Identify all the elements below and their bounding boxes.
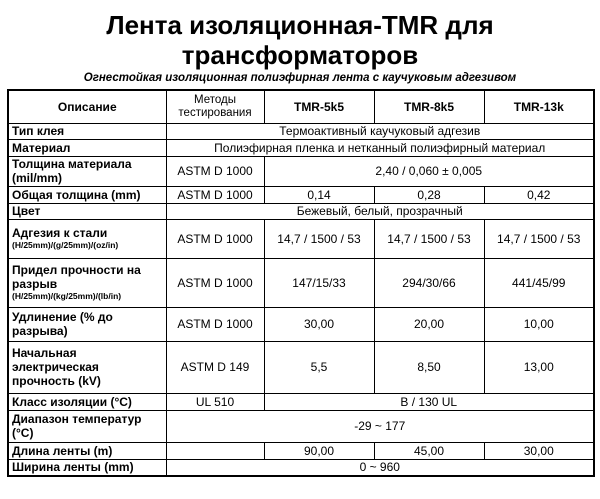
temp-range-label-line-1: Диапазон температур bbox=[12, 412, 142, 426]
table-row bbox=[8, 186, 594, 203]
cell-total-thickness-8k5: 0,28 bbox=[374, 186, 484, 203]
tensile-label-line-2: разрыв bbox=[12, 277, 58, 291]
row-method-insulation-class: UL 510 bbox=[166, 393, 264, 410]
table-row bbox=[8, 203, 594, 219]
row-label-width: Ширина ленты (mm) bbox=[8, 459, 166, 476]
table-row bbox=[8, 341, 594, 393]
document-title bbox=[0, 0, 600, 70]
row-label-glue: Тип клея bbox=[8, 123, 166, 139]
row-value-material: Полиэфирная пленка и нетканный полиэфирный материал bbox=[166, 139, 594, 156]
elongation-label-line-1: Удлинение (% до bbox=[12, 310, 113, 324]
cell-total-thickness-5k5: 0,14 bbox=[264, 186, 374, 203]
cell-total-thickness-13k: 0,42 bbox=[484, 186, 594, 203]
header-tmr-5k5: TMR-5k5 bbox=[264, 90, 374, 123]
row-value-temp-range: -29 ~ 177 bbox=[166, 410, 594, 442]
adhesion-label-text: Адгезия к стали bbox=[12, 226, 108, 240]
table-row bbox=[8, 307, 594, 341]
row-label-total-thickness: Общая толщина (mm) bbox=[8, 186, 166, 203]
cell-elongation-8k5: 20,00 bbox=[374, 307, 484, 341]
cell-elongation-13k: 10,00 bbox=[484, 307, 594, 341]
row-label-dielectric bbox=[8, 341, 166, 393]
cell-length-13k: 30,00 bbox=[484, 442, 594, 459]
row-label-thickness-material: Толщина материала (mil/mm) bbox=[8, 156, 166, 186]
spec-table bbox=[7, 89, 595, 477]
table-row bbox=[8, 410, 594, 442]
table-row bbox=[8, 219, 594, 258]
row-label-adhesion bbox=[8, 219, 166, 258]
table-row bbox=[8, 393, 594, 410]
row-method-tensile: ASTM D 1000 bbox=[166, 258, 264, 307]
row-method-thickness-material: ASTM D 1000 bbox=[166, 156, 264, 186]
header-row bbox=[8, 90, 594, 123]
table-row bbox=[8, 459, 594, 476]
table-row bbox=[8, 123, 594, 139]
title-line-1: Лента изоляционная-TMR для bbox=[106, 10, 494, 40]
document-subtitle: Огнестойкая изоляционная полиэфирная лента с каучуковым адгезивом bbox=[83, 72, 517, 84]
row-method-dielectric: ASTM D 149 bbox=[166, 341, 264, 393]
row-label-insulation-class: Класс изоляции (°C) bbox=[8, 393, 166, 410]
cell-tensile-8k5: 294/30/66 bbox=[374, 258, 484, 307]
cell-tensile-13k: 441/45/99 bbox=[484, 258, 594, 307]
cell-elongation-5k5: 30,00 bbox=[264, 307, 374, 341]
header-methods-line-1: Методы bbox=[194, 93, 236, 106]
cell-adhesion-5k5: 14,7 / 1500 / 53 bbox=[264, 219, 374, 258]
table-row bbox=[8, 156, 594, 186]
row-value-glue: Термоактивный каучуковый адгезив bbox=[166, 123, 594, 139]
cell-adhesion-8k5: 14,7 / 1500 / 53 bbox=[374, 219, 484, 258]
row-label-temp-range bbox=[8, 410, 166, 442]
row-label-material: Материал bbox=[8, 139, 166, 156]
cell-length-5k5: 90,00 bbox=[264, 442, 374, 459]
adhesion-units: (H/25mm)/(g/25mm)/(oz/in) bbox=[12, 240, 119, 250]
elongation-label-line-2: разрыва) bbox=[12, 324, 68, 338]
cell-dielectric-8k5: 8,50 bbox=[374, 341, 484, 393]
header-description: Описание bbox=[8, 90, 166, 123]
row-method-total-thickness: ASTM D 1000 bbox=[166, 186, 264, 203]
header-methods-line-2: тестирования bbox=[178, 106, 252, 119]
table-row bbox=[8, 139, 594, 156]
table-row bbox=[8, 442, 594, 459]
cell-dielectric-5k5: 5,5 bbox=[264, 341, 374, 393]
tensile-units: (H/25mm)/(kg/25mm)/(lb/in) bbox=[12, 291, 122, 301]
row-method-length bbox=[166, 442, 264, 459]
table-row bbox=[8, 258, 594, 307]
dielectric-label-line-2: электрическая bbox=[12, 360, 99, 374]
cell-adhesion-13k: 14,7 / 1500 / 53 bbox=[484, 219, 594, 258]
header-methods bbox=[166, 90, 264, 123]
temp-range-label-line-2: (°C) bbox=[12, 426, 34, 440]
cell-dielectric-13k: 13,00 bbox=[484, 341, 594, 393]
dielectric-label-line-1: Начальная bbox=[12, 346, 77, 360]
header-tmr-8k5: TMR-8k5 bbox=[374, 90, 484, 123]
row-value-thickness-material: 2,40 / 0,060 ± 0,005 bbox=[264, 156, 594, 186]
row-label-length: Длина ленты (m) bbox=[8, 442, 166, 459]
row-label-elongation bbox=[8, 307, 166, 341]
row-value-width: 0 ~ 960 bbox=[166, 459, 594, 476]
row-label-color: Цвет bbox=[8, 203, 166, 219]
row-value-color: Бежевый, белый, прозрачный bbox=[166, 203, 594, 219]
dielectric-label-line-3: прочность (kV) bbox=[12, 374, 101, 388]
row-value-insulation-class: B / 130 UL bbox=[264, 393, 594, 410]
tensile-label-line-1: Придел прочности на bbox=[12, 263, 141, 277]
cell-length-8k5: 45,00 bbox=[374, 442, 484, 459]
row-method-adhesion: ASTM D 1000 bbox=[166, 219, 264, 258]
header-tmr-13k: TMR-13k bbox=[484, 90, 594, 123]
title-line-2: трансформаторов bbox=[181, 40, 419, 70]
row-label-tensile bbox=[8, 258, 166, 307]
cell-tensile-5k5: 147/15/33 bbox=[264, 258, 374, 307]
row-method-elongation: ASTM D 1000 bbox=[166, 307, 264, 341]
